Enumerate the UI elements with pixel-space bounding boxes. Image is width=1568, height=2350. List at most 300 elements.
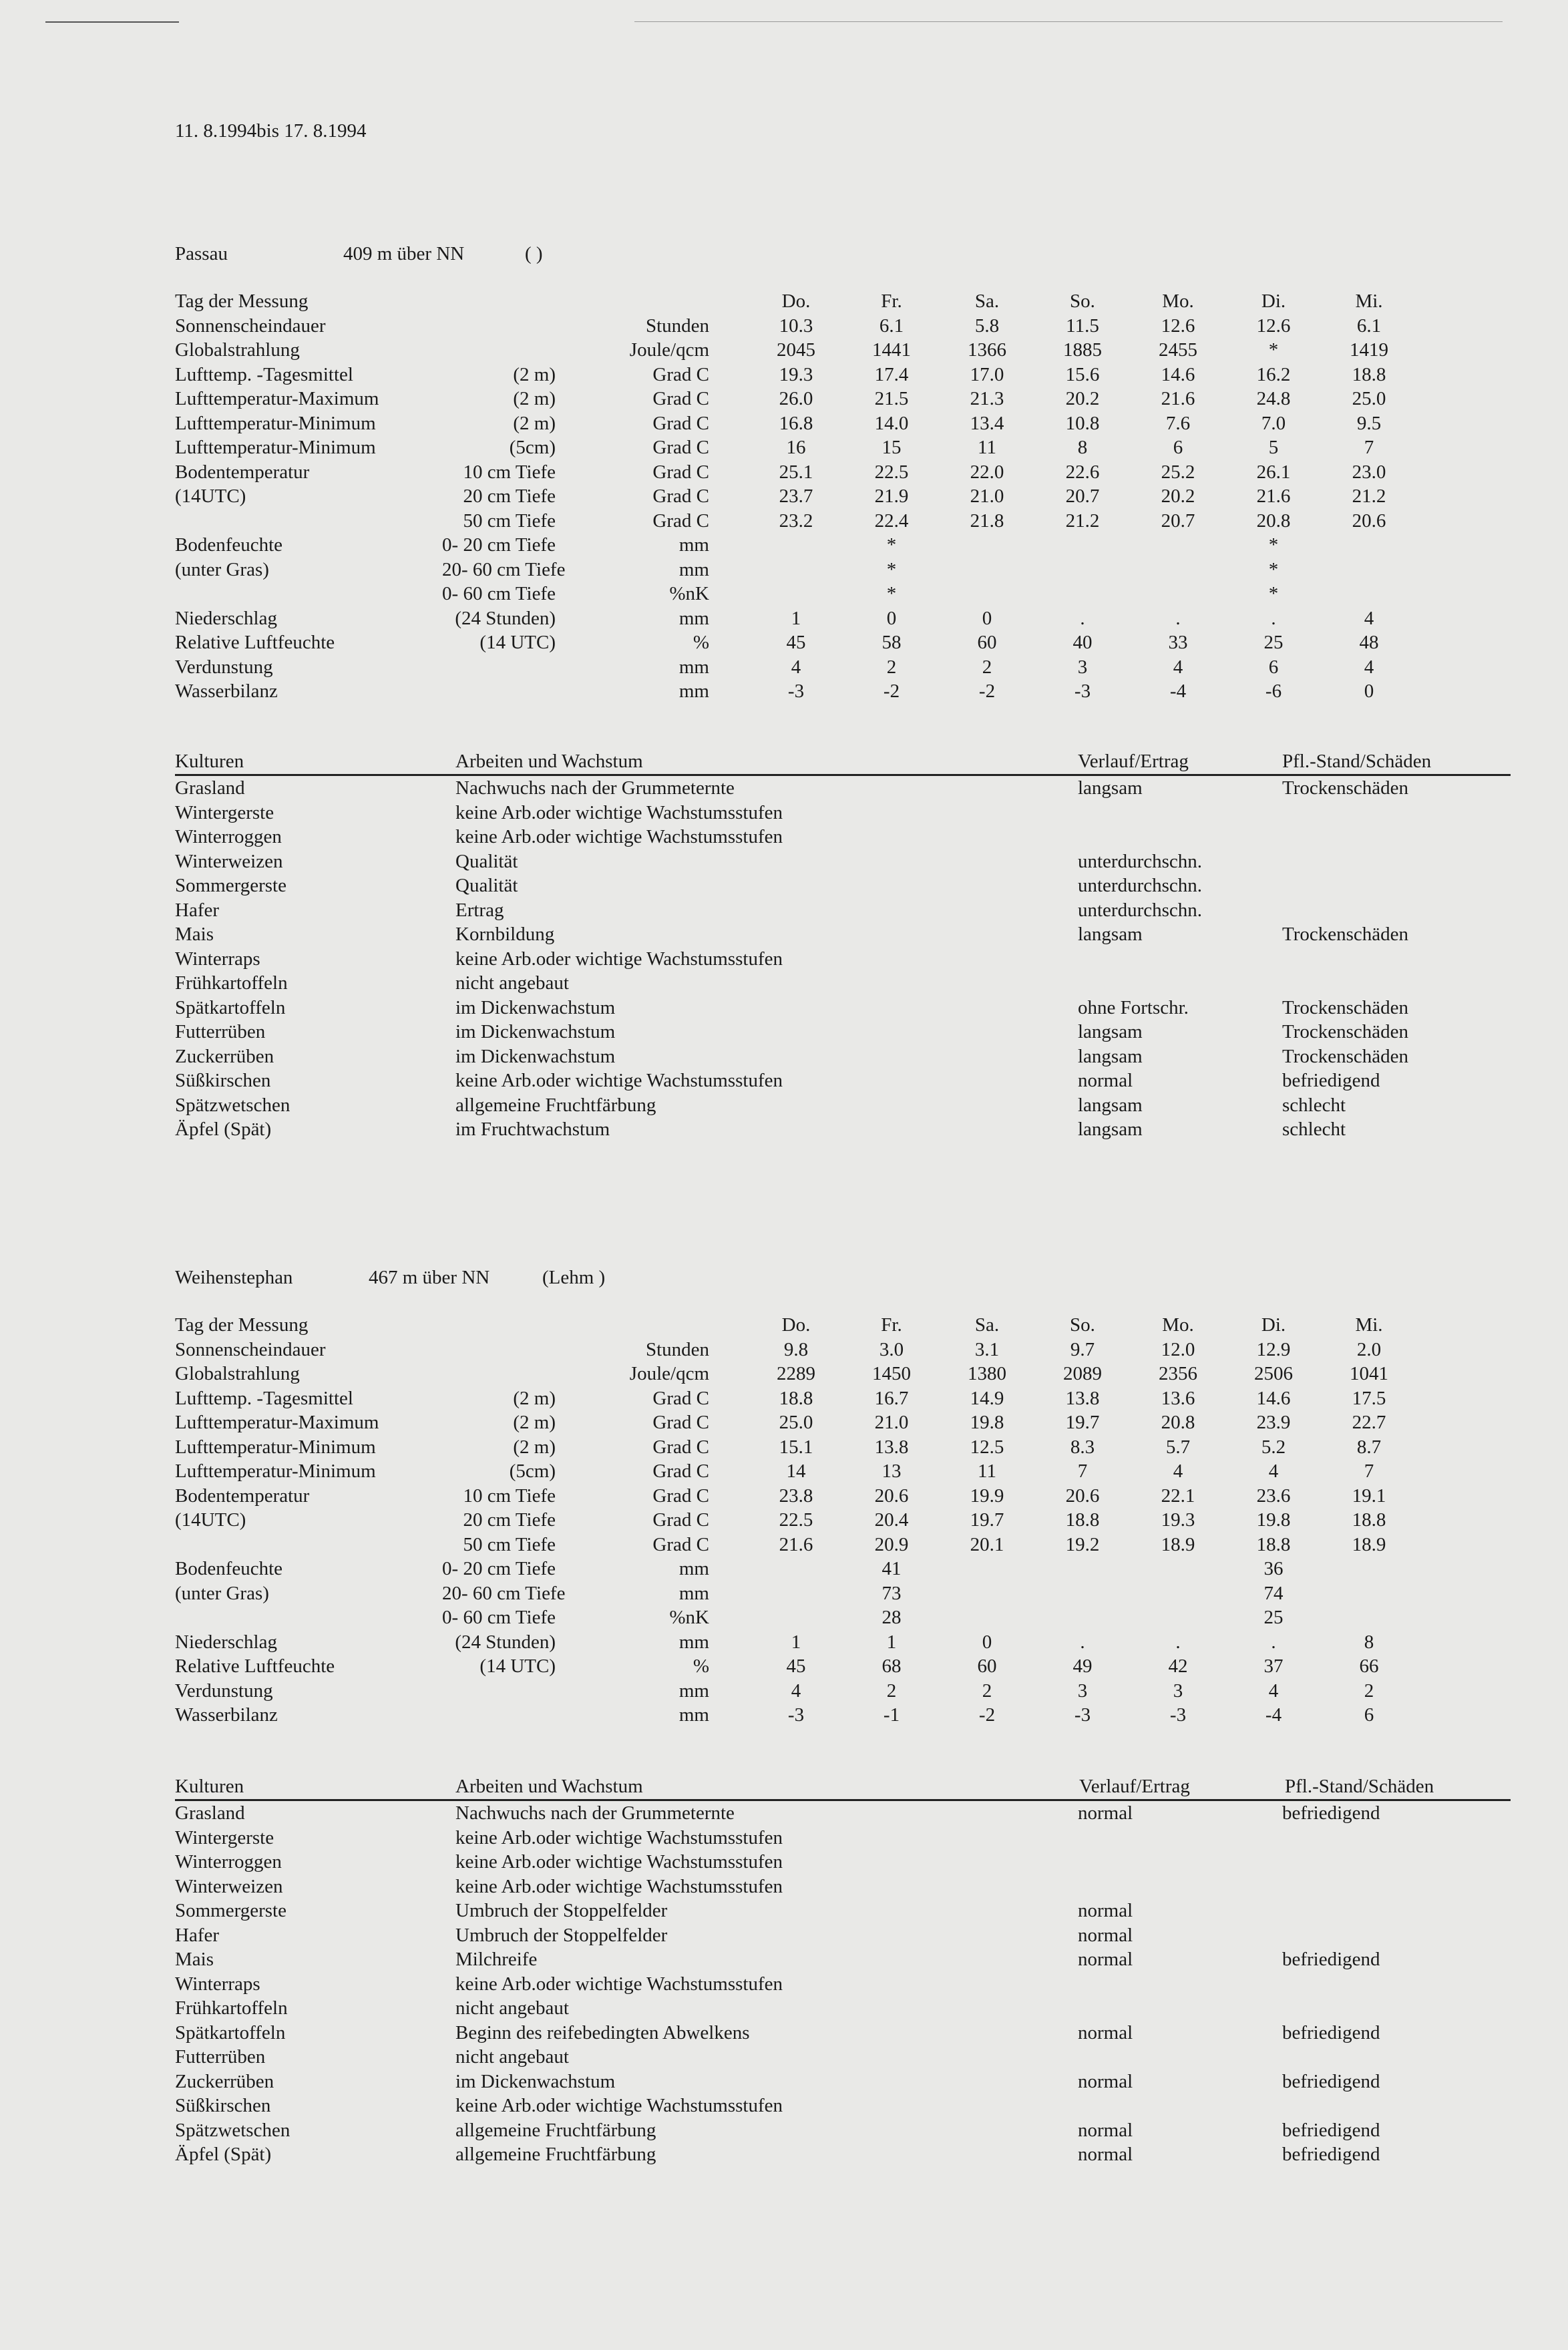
measure-unit: Grad C — [652, 437, 709, 458]
value-cell: 66 — [1359, 1655, 1379, 1677]
value-cell: 4 — [1364, 607, 1374, 629]
arbeiten-header: Arbeiten und Wachstum — [455, 751, 643, 772]
day-header: So. — [1070, 1314, 1095, 1336]
crop-progress: normal — [1078, 1802, 1133, 1824]
value-cell: 13.8 — [874, 1436, 909, 1458]
day-header: So. — [1070, 290, 1095, 312]
crop-name: Winterroggen — [175, 826, 282, 847]
measure-level: (2 m) — [513, 388, 556, 409]
measure-label: Bodentemperatur — [175, 1485, 310, 1507]
weather-row — [175, 1313, 1504, 1338]
value-cell: * — [1268, 534, 1279, 556]
value-cell: 13.8 — [1065, 1387, 1100, 1409]
crop-row — [175, 2094, 1504, 2118]
crop-progress: langsam — [1078, 1119, 1143, 1140]
value-cell: 26.0 — [779, 388, 813, 409]
value-cell: 6 — [1364, 1704, 1374, 1726]
crop-condition: Trockenschäden — [1282, 996, 1408, 1018]
crop-work: nicht angebaut — [455, 1997, 569, 2019]
measure-unit: Grad C — [652, 485, 709, 507]
value-cell: 14.9 — [970, 1387, 1004, 1409]
crop-progress: normal — [1078, 2144, 1133, 2165]
weather-row — [175, 509, 1504, 534]
value-cell: 18.9 — [1352, 1533, 1386, 1555]
crop-progress: unterdurchschn. — [1078, 875, 1203, 896]
value-cell: 23.2 — [779, 510, 813, 532]
crop-progress: unterdurchschn. — [1078, 850, 1203, 872]
value-cell: 60 — [977, 632, 997, 653]
value-cell: 6 — [1173, 437, 1183, 458]
crop-name: Winterroggen — [175, 1851, 282, 1873]
crop-row — [175, 825, 1504, 849]
value-cell: 45 — [786, 632, 806, 653]
value-cell: 21.2 — [1352, 485, 1386, 507]
measure-label: Relative Luftfeuchte — [175, 632, 335, 653]
day-header: Do. — [781, 290, 811, 312]
value-cell: 1419 — [1350, 339, 1388, 361]
stand-header: Pfl.-Stand/Schäden — [1285, 1776, 1434, 1797]
value-cell: 1885 — [1063, 339, 1102, 361]
measure-unit: Grad C — [652, 1485, 709, 1507]
value-cell: 2506 — [1254, 1363, 1293, 1384]
value-cell: 19.8 — [1256, 1509, 1291, 1531]
value-cell: 4 — [1268, 1680, 1279, 1702]
crop-name: Zuckerrüben — [175, 2070, 274, 2092]
crop-work: keine Arb.oder wichtige Wachstumsstufen — [455, 2095, 783, 2116]
measure-label: Bodentemperatur — [175, 461, 310, 483]
value-cell: 3.1 — [974, 1338, 1000, 1360]
measure-label: Lufttemperatur-Maximum — [175, 1412, 379, 1433]
measure-unit: Grad C — [652, 461, 709, 483]
value-cell: 23.0 — [1352, 461, 1386, 483]
day-header: Sa. — [974, 290, 1000, 312]
crop-name: Mais — [175, 924, 214, 945]
value-cell: 20.7 — [1161, 510, 1195, 532]
crop-progress: normal — [1078, 1070, 1133, 1091]
value-cell: 36 — [1263, 1558, 1284, 1579]
measure-label: Lufttemperatur-Minimum — [175, 437, 376, 458]
value-cell: 58 — [881, 632, 902, 653]
weather-row — [175, 1605, 1504, 1630]
crop-name: Wintergerste — [175, 801, 274, 823]
measure-label: Tag der Messung — [175, 1314, 309, 1336]
crop-progress: langsam — [1078, 777, 1143, 799]
crop-row — [175, 801, 1504, 825]
weather-row — [175, 460, 1504, 485]
value-cell: 25 — [1263, 632, 1284, 653]
weather-row — [175, 363, 1504, 387]
measure-unit: Grad C — [652, 1533, 709, 1555]
crop-row — [175, 1996, 1504, 2021]
measure-unit: Joule/qcm — [629, 339, 709, 361]
date-range: 11. 8.1994bis 17. 8.1994 — [175, 120, 367, 142]
measure-level: (14 UTC) — [479, 632, 556, 653]
value-cell: 45 — [786, 1655, 806, 1677]
weather-row — [175, 1484, 1504, 1509]
value-cell: 5.7 — [1165, 1436, 1191, 1458]
measure-unit: %nK — [669, 583, 709, 604]
measure-label: Verdunstung — [175, 656, 273, 678]
value-cell: * — [1268, 583, 1279, 604]
measure-level: 0- 60 cm Tiefe — [442, 1607, 556, 1628]
value-cell: 18.8 — [1352, 1509, 1386, 1531]
crop-row — [175, 776, 1504, 801]
value-cell: 20.1 — [970, 1533, 1004, 1555]
day-header: Fr. — [881, 290, 902, 312]
measure-label: (14UTC) — [175, 485, 246, 507]
value-cell: 21.0 — [970, 485, 1004, 507]
value-cell: 2356 — [1159, 1363, 1197, 1384]
crop-name: Äpfel (Spät) — [175, 1119, 272, 1140]
measure-unit: Grad C — [652, 1509, 709, 1531]
crop-row — [175, 996, 1504, 1020]
measure-level: 20 cm Tiefe — [463, 485, 556, 507]
value-cell: 13 — [881, 1460, 902, 1482]
value-cell: 22.4 — [874, 510, 909, 532]
measure-level: (2 m) — [513, 1387, 556, 1409]
value-cell: . — [1080, 1631, 1085, 1653]
value-cell: 0 — [982, 607, 992, 629]
crop-row — [175, 1044, 1504, 1069]
value-cell: 2089 — [1063, 1363, 1102, 1384]
measure-level: (5cm) — [509, 437, 556, 458]
weather-row — [175, 314, 1504, 339]
crop-name: Frühkartoffeln — [175, 1997, 288, 2019]
value-cell: -3 — [1074, 1704, 1091, 1726]
crop-progress: normal — [1078, 1900, 1133, 1921]
crop-row — [175, 2118, 1504, 2143]
crop-work: nicht angebaut — [455, 2046, 569, 2068]
crop-name: Winterraps — [175, 948, 260, 970]
value-cell: 20.6 — [1352, 510, 1386, 532]
measure-level: 10 cm Tiefe — [463, 1485, 556, 1507]
crop-name: Hafer — [175, 899, 220, 921]
value-cell: 8.3 — [1070, 1436, 1095, 1458]
weather-row — [175, 484, 1504, 509]
kulturen-header: Kulturen — [175, 751, 244, 772]
value-cell: 2289 — [777, 1363, 815, 1384]
crop-name: Süßkirschen — [175, 2095, 271, 2116]
value-cell: 0 — [982, 1631, 992, 1653]
value-cell: 21.8 — [970, 510, 1004, 532]
value-cell: 37 — [1263, 1655, 1284, 1677]
crop-work: keine Arb.oder wichtige Wachstumsstufen — [455, 1851, 783, 1873]
measure-label: Sonnenscheindauer — [175, 1338, 326, 1360]
value-cell: 16 — [786, 437, 806, 458]
measure-unit: Grad C — [652, 1387, 709, 1409]
station-elevation: 467 m über NN — [369, 1267, 490, 1288]
value-cell: 25.2 — [1161, 461, 1195, 483]
crop-row — [175, 971, 1504, 996]
value-cell: 3 — [1173, 1680, 1183, 1702]
value-cell: 21.0 — [874, 1412, 909, 1433]
measure-unit: %nK — [669, 1607, 709, 1628]
value-cell: 26.1 — [1256, 461, 1291, 483]
station-name: Passau — [175, 243, 228, 264]
value-cell: 20.8 — [1161, 1412, 1195, 1433]
measure-label: Lufttemperatur-Maximum — [175, 388, 379, 409]
crop-name: Mais — [175, 1949, 214, 1970]
value-cell: . — [1080, 607, 1085, 629]
value-cell: 20.6 — [874, 1485, 909, 1507]
value-cell: 6 — [1268, 656, 1279, 678]
crop-progress: langsam — [1078, 1094, 1143, 1116]
value-cell: 17.4 — [874, 363, 909, 385]
value-cell: 14.0 — [874, 412, 909, 434]
value-cell: * — [886, 558, 897, 580]
weather-row — [175, 1630, 1504, 1655]
value-cell: -3 — [1169, 1704, 1187, 1726]
crop-condition: befriedigend — [1282, 2021, 1380, 2043]
value-cell: 20.2 — [1065, 388, 1100, 409]
value-cell: 19.8 — [970, 1412, 1004, 1433]
measure-unit: Grad C — [652, 510, 709, 532]
crop-name: Grasland — [175, 1802, 245, 1824]
crop-name: Spätkartoffeln — [175, 996, 286, 1018]
measure-unit: mm — [678, 558, 709, 580]
value-cell: 1366 — [968, 339, 1006, 361]
value-cell: 11 — [978, 1460, 996, 1482]
value-cell: 5.8 — [974, 315, 1000, 337]
value-cell: 4 — [791, 656, 801, 678]
value-cell: 2455 — [1159, 339, 1197, 361]
crop-condition: befriedigend — [1282, 2119, 1380, 2141]
arbeiten-header: Arbeiten und Wachstum — [455, 1776, 643, 1797]
measure-unit: mm — [678, 1631, 709, 1653]
crop-name: Futterrüben — [175, 1021, 266, 1042]
crop-row — [175, 1020, 1504, 1044]
value-cell: 12.0 — [1161, 1338, 1195, 1360]
measure-label: (unter Gras) — [175, 1582, 269, 1604]
value-cell: 21.3 — [970, 388, 1004, 409]
value-cell: 10.3 — [779, 315, 813, 337]
measure-level: 0- 60 cm Tiefe — [442, 583, 556, 604]
value-cell: 13.4 — [970, 412, 1004, 434]
value-cell: 40 — [1072, 632, 1093, 653]
value-cell: 11 — [978, 437, 996, 458]
measure-level: 0- 20 cm Tiefe — [442, 1558, 556, 1579]
crop-table — [175, 1801, 1504, 2167]
measure-unit: Grad C — [652, 1436, 709, 1458]
crop-work: im Dickenwachstum — [455, 996, 616, 1018]
weather-row — [175, 435, 1504, 460]
measure-label: Sonnenscheindauer — [175, 315, 326, 337]
value-cell: 48 — [1359, 632, 1379, 653]
value-cell: 2 — [982, 656, 992, 678]
measure-label: Globalstrahlung — [175, 1363, 300, 1384]
value-cell: 11.5 — [1066, 315, 1099, 337]
value-cell: 22.5 — [874, 461, 909, 483]
measure-unit: Stunden — [645, 1338, 709, 1360]
value-cell: 12.9 — [1256, 1338, 1291, 1360]
value-cell: 0 — [886, 607, 897, 629]
value-cell: 9.7 — [1070, 1338, 1095, 1360]
value-cell: -3 — [1074, 680, 1091, 702]
value-cell: 23.7 — [779, 485, 813, 507]
crop-name: Äpfel (Spät) — [175, 2144, 272, 2165]
measure-label: Lufttemperatur-Minimum — [175, 1460, 376, 1482]
value-cell: 49 — [1072, 1655, 1093, 1677]
crop-condition: Trockenschäden — [1282, 777, 1408, 799]
crop-row — [175, 1117, 1504, 1142]
value-cell: 5.2 — [1261, 1436, 1286, 1458]
measure-unit: % — [693, 1655, 709, 1677]
value-cell: 1 — [791, 1631, 801, 1653]
measure-level: 20 cm Tiefe — [463, 1509, 556, 1531]
crop-row — [175, 1093, 1504, 1118]
crop-work: Qualität — [455, 850, 518, 872]
value-cell: 14.6 — [1161, 363, 1195, 385]
crop-progress: normal — [1078, 2021, 1133, 2043]
day-header: Di. — [1261, 290, 1286, 312]
crop-work: Beginn des reifebedingten Abwelkens — [455, 2021, 750, 2043]
value-cell: 19.2 — [1065, 1533, 1100, 1555]
verlauf-header: Verlauf/Ertrag — [1079, 1776, 1190, 1797]
crop-row — [175, 2142, 1504, 2167]
weather-row — [175, 1654, 1504, 1679]
value-cell: 12.5 — [970, 1436, 1004, 1458]
crop-progress: normal — [1078, 2070, 1133, 2092]
crop-progress: langsam — [1078, 1021, 1143, 1042]
measure-unit: Grad C — [652, 363, 709, 385]
crop-name: Hafer — [175, 1924, 220, 1946]
day-header: Mo. — [1162, 290, 1194, 312]
measure-unit: mm — [678, 1558, 709, 1579]
value-cell: 22.7 — [1352, 1412, 1386, 1433]
station-soil: (Lehm ) — [542, 1267, 606, 1288]
value-cell: 20.4 — [874, 1509, 909, 1531]
weather-row — [175, 1557, 1504, 1581]
value-cell: 74 — [1263, 1582, 1284, 1604]
crop-name: Spätzwetschen — [175, 2119, 290, 2141]
value-cell: 12.6 — [1256, 315, 1291, 337]
measure-label: Lufttemp. -Tagesmittel — [175, 1387, 353, 1409]
crop-condition: befriedigend — [1282, 1070, 1380, 1091]
stand-header: Pfl.-Stand/Schäden — [1282, 751, 1432, 772]
value-cell: 3.0 — [879, 1338, 904, 1360]
verlauf-header: Verlauf/Ertrag — [1078, 751, 1189, 772]
measure-level: 20- 60 cm Tiefe — [442, 558, 566, 580]
measure-level: (2 m) — [513, 1412, 556, 1433]
measure-label: (unter Gras) — [175, 558, 269, 580]
value-cell: 21.9 — [874, 485, 909, 507]
crop-work: allgemeine Fruchtfärbung — [455, 2144, 656, 2165]
crop-work: Nachwuchs nach der Grummeternte — [455, 777, 735, 799]
crop-name: Spätzwetschen — [175, 1094, 290, 1116]
measure-unit: mm — [678, 1704, 709, 1726]
value-cell: 20.2 — [1161, 485, 1195, 507]
value-cell: 18.8 — [1256, 1533, 1291, 1555]
value-cell: 5 — [1268, 437, 1279, 458]
value-cell: 22.5 — [779, 1509, 813, 1531]
crop-work: keine Arb.oder wichtige Wachstumsstufen — [455, 1973, 783, 1995]
weather-row — [175, 1533, 1504, 1557]
value-cell: -3 — [787, 680, 805, 702]
measure-level: 20- 60 cm Tiefe — [442, 1582, 566, 1604]
value-cell: 22.6 — [1065, 461, 1100, 483]
crop-row — [175, 1972, 1504, 1997]
value-cell: 16.7 — [874, 1387, 909, 1409]
value-cell: 14.6 — [1256, 1387, 1291, 1409]
crop-name: Sommergerste — [175, 1900, 286, 1921]
crop-row — [175, 898, 1504, 923]
crop-row — [175, 2021, 1504, 2045]
value-cell: 2 — [886, 656, 897, 678]
value-cell: 21.6 — [1161, 388, 1195, 409]
crop-work: Milchreife — [455, 1949, 538, 1970]
weather-row — [175, 1508, 1504, 1533]
value-cell: 7 — [1077, 1460, 1088, 1482]
measure-label: Relative Luftfeuchte — [175, 1655, 335, 1677]
measure-unit: mm — [678, 1582, 709, 1604]
crop-row — [175, 1850, 1504, 1875]
day-header: Mo. — [1162, 1314, 1194, 1336]
weather-row — [175, 1679, 1504, 1704]
crop-work: Qualität — [455, 875, 518, 896]
weather-row — [175, 1435, 1504, 1460]
value-cell: 10.8 — [1065, 412, 1100, 434]
crop-condition: befriedigend — [1282, 1802, 1380, 1824]
crop-row — [175, 1068, 1504, 1093]
measure-label: Niederschlag — [175, 607, 277, 629]
value-cell: 42 — [1168, 1655, 1188, 1677]
value-cell: . — [1175, 607, 1181, 629]
value-cell: 12.6 — [1161, 315, 1195, 337]
value-cell: 3 — [1077, 656, 1088, 678]
value-cell: 1441 — [872, 339, 911, 361]
day-header: Di. — [1261, 1314, 1286, 1336]
measure-label: Bodenfeuchte — [175, 1558, 283, 1579]
crop-row — [175, 947, 1504, 972]
value-cell: 20.6 — [1065, 1485, 1100, 1507]
value-cell: 18.8 — [1352, 363, 1386, 385]
crop-work: keine Arb.oder wichtige Wachstumsstufen — [455, 948, 783, 970]
crop-work: Nachwuchs nach der Grummeternte — [455, 1802, 735, 1824]
crop-table — [175, 776, 1504, 1142]
measure-unit: Grad C — [652, 412, 709, 434]
value-cell: 21.5 — [874, 388, 909, 409]
value-cell: 15.1 — [779, 1436, 813, 1458]
measure-label: (14UTC) — [175, 1509, 246, 1531]
crop-work: im Fruchtwachstum — [455, 1119, 610, 1140]
weather-row — [175, 1386, 1504, 1411]
measure-label: Globalstrahlung — [175, 339, 300, 361]
weather-row — [175, 655, 1504, 680]
measure-unit: Grad C — [652, 1412, 709, 1433]
crop-name: Sommergerste — [175, 875, 286, 896]
value-cell: 19.3 — [1161, 1509, 1195, 1531]
value-cell: 21.6 — [779, 1533, 813, 1555]
station-name: Weihenstephan — [175, 1267, 293, 1288]
measure-label: Bodenfeuchte — [175, 534, 283, 556]
crop-progress: ohne Fortschr. — [1078, 996, 1189, 1018]
crop-progress: normal — [1078, 1949, 1133, 1970]
crop-work: allgemeine Fruchtfärbung — [455, 2119, 656, 2141]
value-cell: 18.9 — [1161, 1533, 1195, 1555]
measure-unit: mm — [678, 1680, 709, 1702]
crop-work: keine Arb.oder wichtige Wachstumsstufen — [455, 1070, 783, 1091]
value-cell: 25.1 — [779, 461, 813, 483]
value-cell: 25.0 — [1352, 388, 1386, 409]
measure-level: 10 cm Tiefe — [463, 461, 556, 483]
crop-name: Futterrüben — [175, 2046, 266, 2068]
value-cell: 14 — [786, 1460, 806, 1482]
value-cell: 4 — [1173, 1460, 1183, 1482]
value-cell: 9.5 — [1356, 412, 1382, 434]
value-cell: -2 — [978, 1704, 996, 1726]
crop-row — [175, 1826, 1504, 1850]
crop-row — [175, 1899, 1504, 1923]
